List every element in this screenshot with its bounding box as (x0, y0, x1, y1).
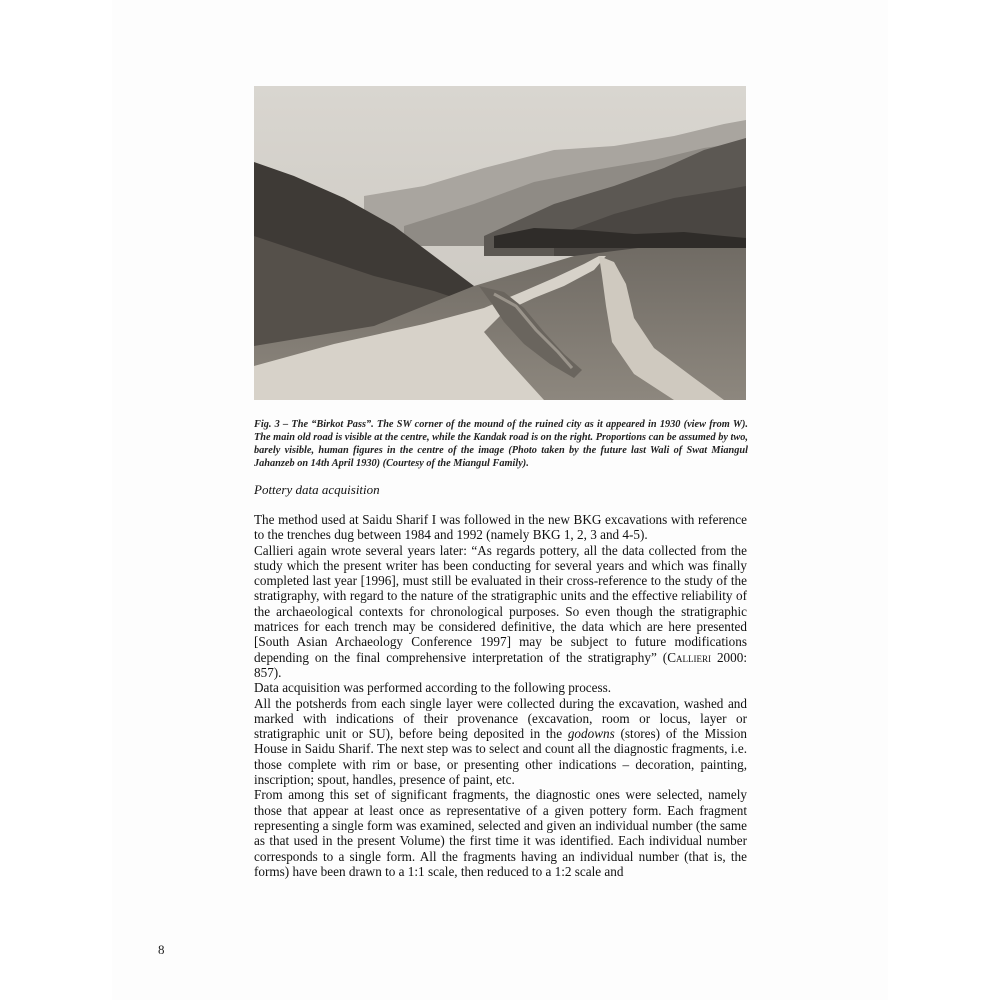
page-number: 8 (158, 942, 165, 957)
landscape-photo-image (254, 86, 746, 400)
paragraph-text: (stores) of the Mission House in Saidu Sharif. The next step was to select and count all the diagnostic fragments, i.e. those complete with rim or base, or presenting other indications – decoration, painting, inscription; spout, handles, presence of paint, etc. (254, 726, 747, 788)
figure-caption: Fig. 3 – The “Birkot Pass”. The SW corner of the mound of the ruined city as it appeared in 1930 (view from W). The main old road is visible at the centre, while the Kandak road is on the right. Proportions can be assumed by two, barely visible, human figures in the centre of the image (Photo taken by the future last Wali of Swat Miangul Jahanzeb on 14th April 1930) (Courtesy of the Miangul Family). (254, 419, 748, 469)
paragraph-text: Callieri again wrote several years later: “As regards pottery, all the data collected from the study which the present writer has been conducting for several years and which was finally completed last year [1996], must still be evaluated in their cross-reference to the study of the stratigraphy, with regard to the nature of the stratigraphic units and the effective reliability of the archaeological contexts for chronological purposes. So even though the stratigraphic matrices for each trench may be considered definitive, the data which are here presented [South Asian Archaeology Conference 1997] may be subject to future modifications depending on the final comprehensive interpretation of the stratigraphy” ( (254, 542, 747, 665)
figure-photo (254, 86, 746, 400)
section-heading: Pottery data acquisition (254, 482, 380, 497)
paragraph-process (254, 696, 747, 788)
citation-author: Callieri (667, 649, 711, 665)
paragraph-quote (254, 543, 747, 681)
body-text (254, 512, 747, 879)
paragraph: Data acquisition was performed according to the following process. (254, 680, 612, 696)
paragraph: The method used at Saidu Sharif I was followed in the new BKG excavations with reference to the trenches dug between 1984 and 1992 (namely BKG 1, 2, 3 and 4-5). (254, 512, 747, 543)
paragraph-text: All the potsherds from each single layer were collected during the excavation, washed and marked with indications of their provenance (excavation, room or locus, layer or stratigraphic unit or SU), before being deposited in the (254, 695, 747, 742)
paragraph-text: 2000: 857). (254, 649, 747, 680)
paragraph: From among this set of significant fragments, the diagnostic ones were selected, namely those that appear at least once as representative of a given pottery form. Each fragment representing a single form was examined, selected and given an individual number (the same as that used in the present Volume) the first time it was identified. Each individual number corresponds to a single form. All the fragments having an individual number (that is, the forms) have been drawn to a 1:1 scale, then reduced to a 1:2 scale and (254, 787, 747, 879)
italic-term: godowns (567, 726, 615, 742)
